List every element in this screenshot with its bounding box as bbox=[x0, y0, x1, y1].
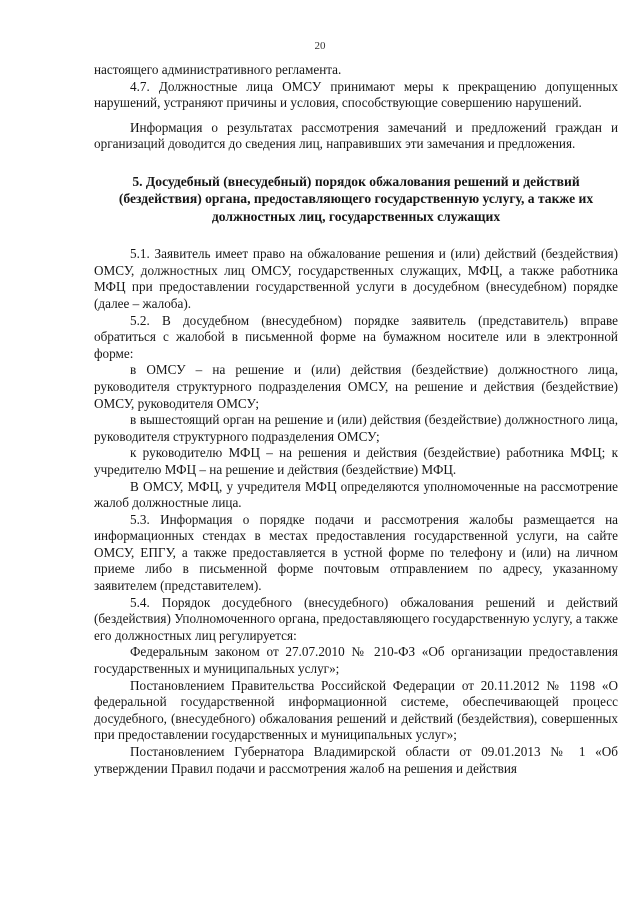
paragraph-4-7-info: Информация о результатах рассмотрения замечаний и предложений граждан и организаций доводится до сведения лиц, направивших эти замечания и предложения. bbox=[94, 119, 618, 152]
paragraph-continuation: настоящего административного регламента. bbox=[94, 62, 342, 77]
page-number: 20 bbox=[314, 40, 326, 52]
paragraph-5-1: 5.1. Заявитель имеет право на обжалование решения и (или) действий (бездействия) ОМСУ, должностных лиц ОМСУ, государственных служащих, МФЦ, а также работника МФЦ при предоставлении государственной услуги в досудебном (внесудебном) порядке (далее – жалоба). bbox=[94, 246, 618, 311]
paragraph-5-3: 5.3. Информация о порядке подачи и рассмотрения жалобы размещается на информационных стендах в местах предоставления государственной услуги, на сайте ОМСУ, ЕПГУ, а также предоставляется в устной форме по телефону и (или) на личном приеме либо в письменной форме почтовым отправлением по адресу, указанному заявителем (представителем). bbox=[94, 511, 618, 594]
paragraph-5-4-governor-resolution: Постановлением Губернатора Владимирской области от 09.01.2013 № 1 «Об утверждении Правил подачи и рассмотрения жалоб на решения и действия bbox=[94, 744, 618, 776]
paragraph-5-4-federal-law: Федеральным законом от 27.07.2010 № 210-ФЗ «Об организации предоставления государственных и муниципальных услуг»; bbox=[94, 644, 618, 677]
paragraph-5-2: 5.2. В досудебном (внесудебном) порядке заявитель (представитель) вправе обратиться с жалобой в письменной форме на бумажном носителе или в электронной форме: bbox=[94, 312, 618, 361]
section-5-heading: 5. Досудебный (внесудебный) порядок обжалования решений и действий (бездействия) органа, предоставляющего государственную услугу, а также их должностных лиц, государственных служащих bbox=[118, 173, 594, 224]
paragraph-5-2-higher-body: в вышестоящий орган на решение и (или) действия (бездействие) должностного лица, руководителя структурного подразделения ОМСУ; bbox=[94, 412, 618, 444]
paragraph-4-7: 4.7. Должностные лица ОМСУ принимают меры к прекращению допущенных нарушений, устраняют причины и условия, способствующие совершению нарушений. bbox=[94, 78, 618, 111]
document-body bbox=[94, 62, 618, 777]
paragraph-5-4-government-resolution: Постановлением Правительства Российской Федерации от 20.11.2012 № 1198 «О федеральной государственной информационной системе, обеспечивающей процесс досудебного, (внесудебного) обжалования решений и действий (бездействия), совершенных при предоставлении государственных и муниципальных услуг»; bbox=[94, 677, 618, 743]
paragraph-5-4: 5.4. Порядок досудебного (внесудебного) обжалования решений и действий (бездействия) Уполномоченного органа, предоставляющего государственную услугу, а также его должностных лиц регулируется: bbox=[94, 594, 618, 643]
paragraph-5-2-omsu: в ОМСУ – на решение и (или) действия (бездействие) должностного лица, руководителя структурного подразделения ОМСУ, на решение и действия (бездействие) ОМСУ, руководителя ОМСУ; bbox=[94, 362, 618, 411]
paragraph-5-2-authorized: В ОМСУ, МФЦ, у учредителя МФЦ определяются уполномоченные на рассмотрение жалоб должностные лица. bbox=[94, 478, 618, 511]
paragraph-5-2-mfc-head: к руководителю МФЦ – на решения и действия (бездействие) работника МФЦ; к учредителю МФЦ – на решение и действия (бездействие) МФЦ. bbox=[94, 445, 618, 477]
